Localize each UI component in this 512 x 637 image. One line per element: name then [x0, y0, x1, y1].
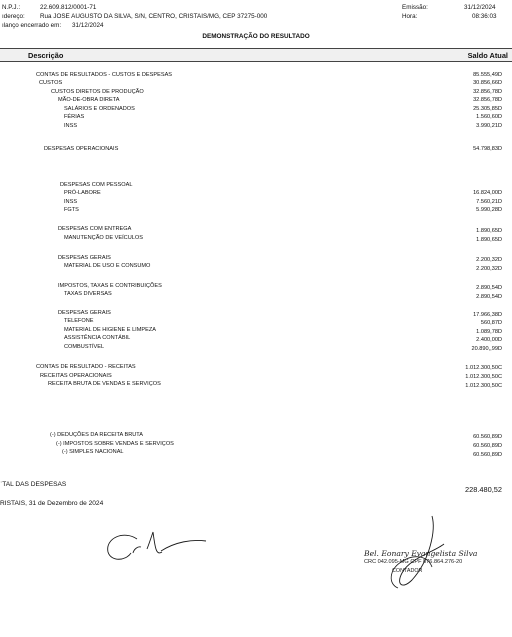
row-label: DESPESAS COM PESSOAL: [60, 182, 133, 188]
row-value: 5.990,28D: [476, 207, 502, 213]
row-label: ASSISTÊNCIA CONTÁBIL: [64, 335, 131, 341]
cnpj-value: 22.609.812/0001-71: [40, 4, 97, 11]
row-value: 85.555,49D: [473, 72, 502, 78]
place-date: RISTAIS, 31 de Dezembro de 2024: [0, 500, 104, 507]
row-label: MATERIAL DE USO E CONSUMO: [64, 263, 151, 269]
row-label: INSS: [64, 199, 78, 205]
row-label: SALÁRIOS E ORDENADOS: [64, 106, 135, 112]
row-label: CUSTOS: [39, 80, 63, 86]
row-label: DESPESAS OPERACIONAIS: [44, 146, 119, 152]
row-value: 2.890,54D: [476, 285, 502, 291]
row-label: MÃO-DE-OBRA DIRETA: [58, 97, 120, 103]
row-value: 560,87D: [480, 320, 502, 326]
row-value: 20.890,,99D: [471, 346, 502, 352]
row-value: 1.560,60D: [476, 114, 502, 120]
time-label: Hora:: [402, 13, 418, 20]
row-label: COMBUSTÍVEL: [64, 344, 105, 350]
row-label: MATERIAL DE HIGIENE E LIMPEZA: [64, 327, 157, 333]
cnpj-label: N.P.J.:: [2, 4, 21, 11]
accountant-name: Bel. Eonary Evangelista Silva: [364, 549, 478, 558]
row-label: IMPOSTOS, TAXAS E CONTRIBUIÇÕES: [58, 283, 162, 289]
row-value: 2.200,32D: [476, 266, 502, 272]
row-value: 1.890,65D: [476, 237, 502, 243]
description-column-header: Descrição: [28, 51, 64, 60]
row-value: 32.856,78D: [473, 97, 502, 103]
row-value: 60.560,89D: [473, 434, 502, 440]
balance-column-header: Saldo Atual: [467, 51, 508, 60]
time-value: 08:36:03: [472, 13, 497, 20]
accountant-crc: CRC 042.095-MG CPF 876.864.276-20: [364, 559, 463, 565]
row-value: 3.990,21D: [476, 123, 502, 129]
row-value: 1.089,78D: [476, 329, 502, 335]
row-value: 60.560,89D: [473, 452, 502, 458]
row-value: 54.798,83D: [473, 146, 502, 152]
total-expenses-value: 228.480,52: [465, 485, 502, 494]
row-label: INSS: [64, 123, 78, 129]
row-label: MANUTENÇÃO DE VEÍCULOS: [64, 235, 143, 241]
row-label: (-) IMPOSTOS SOBRE VENDAS E SERVIÇOS: [56, 441, 174, 447]
balance-date-value: 31/12/2024: [72, 22, 104, 29]
report-title: DEMONSTRAÇÃO DO RESULTADO: [202, 33, 310, 40]
row-label: DESPESAS COM ENTREGA: [58, 226, 132, 232]
row-value: 2.890,54D: [476, 294, 502, 300]
row-label: RECEITA BRUTA DE VENDAS E SERVIÇOS: [48, 381, 161, 387]
row-label: PRÓ-LABORE: [64, 190, 101, 196]
row-value: 7.560,21D: [476, 199, 502, 205]
row-label: DESPESAS GERAIS: [58, 310, 111, 316]
row-label: RECEITAS OPERACIONAIS: [40, 373, 112, 379]
total-expenses-label: ˈTAL DAS DESPESAS: [0, 481, 67, 488]
emission-value: 31/12/2024: [464, 4, 496, 11]
row-label: TELEFONE: [64, 318, 94, 324]
row-value: 2.200,32D: [476, 257, 502, 263]
row-label: FÉRIAS: [64, 114, 85, 120]
address-label: ıdereço:: [2, 13, 25, 20]
row-label: (-) SIMPLES NACIONAL: [62, 449, 124, 455]
row-value: 1.012.300,50C: [465, 374, 502, 380]
row-value: 16.824,00D: [473, 190, 502, 196]
row-label: CUSTOS DIRETOS DE PRODUÇÃO: [51, 89, 144, 95]
row-value: 25.305,85D: [473, 106, 502, 112]
row-value: 32.856,78D: [473, 89, 502, 95]
row-label: FGTS: [64, 207, 79, 213]
row-value: 60.560,89D: [473, 443, 502, 449]
row-value: 1.012.300,50C: [465, 383, 502, 389]
row-value: 1.890,65D: [476, 228, 502, 234]
row-label: (-) DEDUÇÕES DA RECEITA BRUTA: [50, 432, 144, 438]
row-label: DESPESAS GERAIS: [58, 255, 111, 261]
row-value: 30.856,66D: [473, 80, 502, 86]
row-value: 2.400,00D: [476, 337, 502, 343]
address-value: Rua JOSE AUGUSTO DA SILVA, S/N, CENTRO, CRISTAIS/MG, CEP 37275-000: [40, 13, 268, 20]
row-label: CONTAS DE RESULTADO - RECEITAS: [36, 364, 136, 370]
row-label: CONTAS DE RESULTADOS - CUSTOS E DESPESAS: [36, 72, 173, 78]
row-value: 1.012.300,50C: [465, 365, 502, 371]
balance-date-label: ılanço encerrado em:: [2, 22, 62, 29]
emission-label: Emissão:: [402, 4, 428, 11]
row-value: 17.966,38D: [473, 312, 502, 318]
accountant-role: CONTADOR: [392, 568, 423, 574]
row-label: TAXAS DIVERSAS: [64, 291, 112, 297]
